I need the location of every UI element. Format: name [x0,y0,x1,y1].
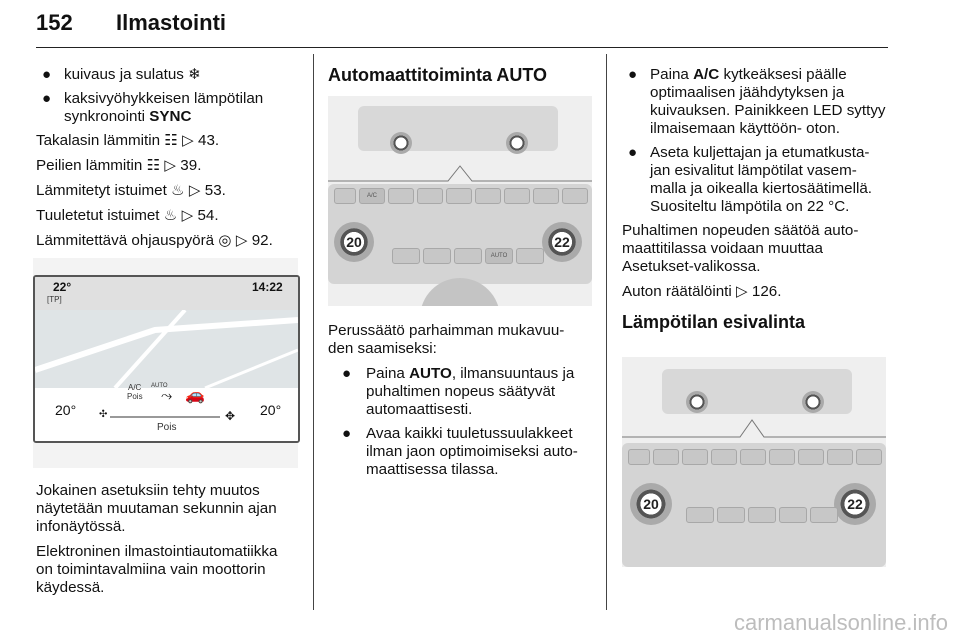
list-item: ● Paina A/C kytkeäksesi päälle optimaalisen jäähdytyksen ja kuivauksen. Painikkeen LED syttyy ilmaisemaan käyttöön- oton. [628,66,886,137]
column-2-lower [328,322,592,485]
column-1-lower [36,482,298,604]
map-area [35,310,298,388]
car-fan-icon: 🚗 [185,387,205,404]
temp-right: 20° [260,402,282,418]
ac-button[interactable]: A/C [359,188,385,204]
column-2 [328,66,592,84]
text-line: Peilien lämmitin ☷ ▷ 39. [36,157,202,174]
right-temp-knob[interactable]: 22 [542,222,582,262]
section-heading: Lämpötilan esivalinta [622,312,806,332]
info-display-screen [33,275,300,443]
clock: 14:22 [252,280,283,294]
text-line: Lämmitetyt istuimet ♨ ▷ 53. [36,182,226,199]
airflow-icon: ⤳ [161,387,173,403]
left-temp-knob[interactable]: 20 [334,222,374,262]
column-divider-1 [313,54,314,610]
list-item: ● kuivaus ja sulatus ❄ [42,66,201,83]
paragraph: Perussäätö parhaimman mukavuu- den saamiseksi: [328,322,565,357]
paragraph: Auton räätälöinti ▷ 126. [622,283,782,300]
top-temp: 22° [53,280,72,294]
column-1 [36,66,298,257]
fan-label: Pois [157,422,177,433]
right-temp-knob[interactable]: 22 [834,483,876,525]
page-title: Ilmastointi [116,10,227,35]
text-line: Lämmitettävä ohjauspyörä ◎ ▷ 92. [36,232,273,249]
column-3 [622,66,890,331]
tp-label: [TP] [47,295,62,304]
header-rule [36,47,888,48]
list-item: ● Paina AUTO, ilmansuuntaus ja puhaltimen nopeus säätyvät automaattisesti. [342,365,575,418]
ac-label: A/C [128,383,142,392]
page-header [36,10,888,50]
fan-slider-track [110,416,220,418]
fan-icon: ✣ [99,409,108,420]
list-item: ● kaksivyöhykkeisen lämpötilan synkronointi SYNC [42,90,264,125]
watermark: carmanualsonline.info [733,610,948,635]
column-divider-2 [606,54,607,610]
list-item: ● Aseta kuljettajan ja etumatkusta- jan esivalitut lämpötilat vasem- malla ja oikealla kiertosäätimellä. Suositeltu lämpötila on 22 °C. [628,144,873,215]
paragraph: Puhaltimen nopeuden säätöä auto- maattitilassa voidaan muuttaa Asetukset-valikossa. [622,222,859,275]
text-line: Takalasin lämmitin ☷ ▷ 43. [36,132,220,149]
temperature-preselect-figure [622,357,886,567]
temp-left: 20° [55,402,77,418]
left-temp-knob[interactable]: 20 [630,483,672,525]
auto-button[interactable]: AUTO [485,248,513,264]
auto-label: AUTO [151,383,168,389]
list-item: ● Avaa kaikki tuuletussuulakkeet ilman jaon optimoimiseksi auto- maattisessa tilassa. [342,425,578,478]
ac-sub-label: Pois [127,392,143,401]
text-line: Tuuletetut istuimet ♨ ▷ 54. [36,207,219,224]
section-heading: Automaattitoiminta AUTO [328,65,547,85]
map-roads [35,310,298,388]
fan-max-icon: ✥ [225,409,236,423]
page-number: 152 [36,10,73,35]
paragraph: Jokainen asetuksiin tehty muutos näytetään muutaman sekunnin ajan infonäytössä. [36,482,277,535]
climate-panel-figure [328,96,592,306]
paragraph: Elektroninen ilmastointiautomatiikka on toimintavalmiina vain moottorin käydessä. [36,543,278,596]
